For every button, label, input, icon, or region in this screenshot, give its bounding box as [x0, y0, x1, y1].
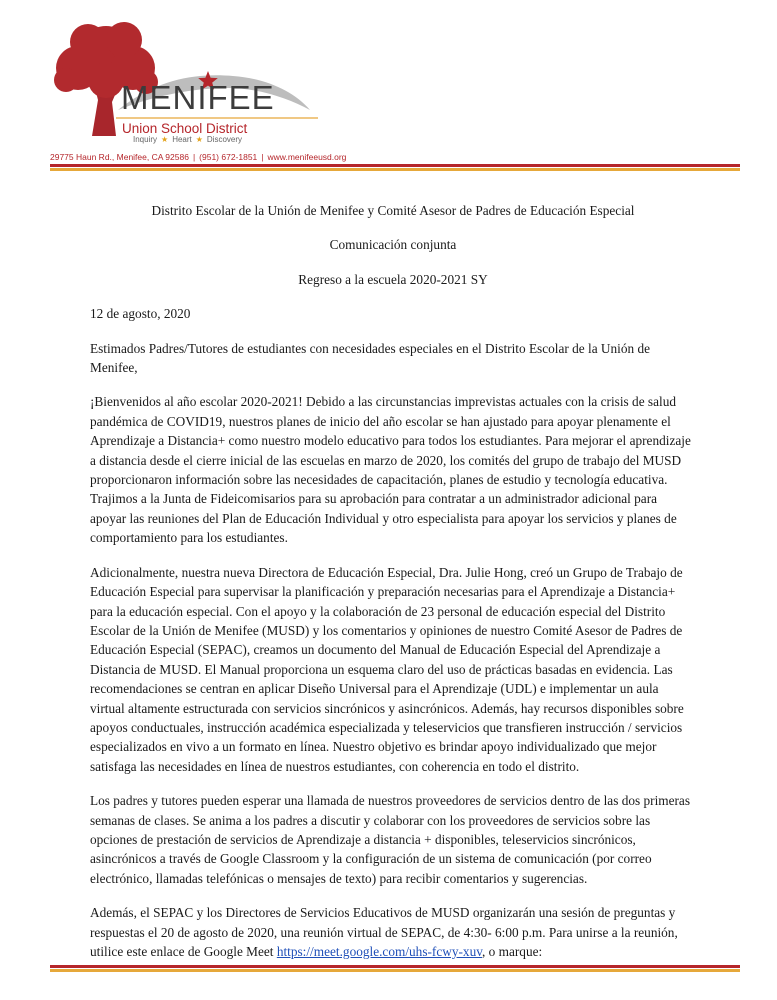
address: 29775 Haun Rd., Menifee, CA 92586	[50, 152, 189, 162]
google-meet-link[interactable]: https://meet.google.com/uhs-fcwy-xuv	[276, 944, 483, 959]
meeting-text: Además, el SEPAC y los Directores de Servicios Educativos de MUSD organizarán una sesión de preguntas y respuestas el 20 de agosto de 2020, una reunión virtual de SEPAC, de 4:30- 6:00 p.m. Para unirse a la reunión, utilice este enlace de Google Meet	[90, 905, 678, 959]
logo-wordmark: MENIFEE	[121, 79, 275, 116]
document-school-year: Regreso a la escuela 2020-2021 SY	[298, 271, 488, 287]
tagline-word: Heart	[172, 135, 192, 144]
document-title: Distrito Escolar de la Unión de Menifee y Comité Asesor de Padres de Educación Especial	[151, 203, 635, 218]
header-rule	[50, 164, 740, 171]
meeting-text-end: , o marque:	[482, 944, 543, 959]
header-rule-gold	[50, 168, 740, 171]
paragraph-providers: Los padres y tutores pueden esperar una llamada de nuestros proveedores de servicios dentro de las dos primeras semanas de clases. Se anima a los padres a discutir y colaborar con los proveedores de servicios sobre las opciones de prestación de servicios de Aprendizaje a distancia + disponibles, teleservicios sincrónicos, asincrónicos a través de Google Classroom y la configuración de un sistema de comunicación (por correo electrónico, llamadas telefónicas o mensajes de texto) para recibir comentarios y sugerencias.	[90, 793, 691, 886]
website: www.menifeeusd.org	[267, 152, 347, 162]
district-name: Union School District	[122, 121, 248, 136]
paragraph-meeting	[90, 903, 696, 961]
separator: |	[261, 152, 264, 162]
salutation: Estimados Padres/Tutores de estudiantes con necesidades especiales en el Distrito Escolar de la Unión de Menifee,	[90, 340, 651, 376]
separator: |	[192, 152, 196, 162]
phone: (951) 672-1851	[199, 152, 258, 162]
letterhead	[0, 0, 777, 175]
star-icon: ★	[161, 135, 169, 144]
logo-tagline	[133, 136, 242, 144]
paragraph-task-force: Adicionalmente, nuestra nueva Directora de Educación Especial, Dra. Julie Hong, creó un Grupo de Trabajo de Educación Especial para supervisar la planificación y preparación necesarias para el Aprendizaje a Distancia+ para la educación especial. Con el apoyo y la colaboración de 23 personal de educación especial del Distrito Escolar de la Unión de Menifee (MUSD) y los comentarios y opiniones de nuestro Comité Asesor de Padres de Educación Especial (SEPAC), creamos un documento del Manual de Educación Especial del Aprendizaje a Distancia de MUSD. El Manual proporciona un esquema claro del uso de prácticas basadas en evidencia. Las recomendaciones se centran en aplicar Diseño Universal para el Aprendizaje (UDL) e implementar un aula virtual altamente estructurada con servicios sincrónicos y asincrónicos. Además, hay recursos disponibles sobre apoyos conductuales, instrucción académica especializada y teleservicios que transfieren instrucción / servicios especializados en vivo a un formato en línea. Nuestro objetivo es brindar apoyo individualizado que mejor satisfaga las necesidades en línea de nuestros estudiantes, con coherencia en todo el distrito.	[90, 564, 684, 774]
contact-line	[50, 153, 346, 162]
document-subtitle: Comunicación conjunta	[329, 237, 457, 253]
star-icon: ★	[195, 135, 203, 144]
tagline-word: Inquiry	[133, 135, 158, 144]
footer-rule-gold	[50, 969, 740, 972]
tagline-word: Discovery	[206, 135, 243, 144]
paragraph-welcome: ¡Bienvenidos al año escolar 2020-2021! Debido a las circunstancias imprevistas actuales con la crisis de salud pandémica de COVID19, nuestros planes de inicio del año escolar se han ajustado para apoyar plenamente el Aprendizaje a Distancia+ como nuestro modelo educativo para todos los estudiantes. Para mejorar el aprendizaje a distancia desde el cierre inicial de las escuelas en marzo de 2020, los comités del grupo de trabajo del MUSD proporcionaron información sobre las necesidades de capacitación, planes de estudio y tecnología educativa. Trajimos a la Junta de Fideicomisarios para su aprobación para contratar a un administrador adicional para apoyar las reuniones del Plan de Educación Individual y otro especialista para apoyar los servicios y planes de comportamiento para los estudiantes.	[90, 394, 691, 546]
footer-rule	[50, 965, 740, 972]
letter-date: 12 de agosto, 2020	[90, 306, 191, 322]
footer-rule-red	[50, 965, 740, 968]
letter-body	[90, 198, 696, 976]
header-rule-red	[50, 164, 740, 167]
